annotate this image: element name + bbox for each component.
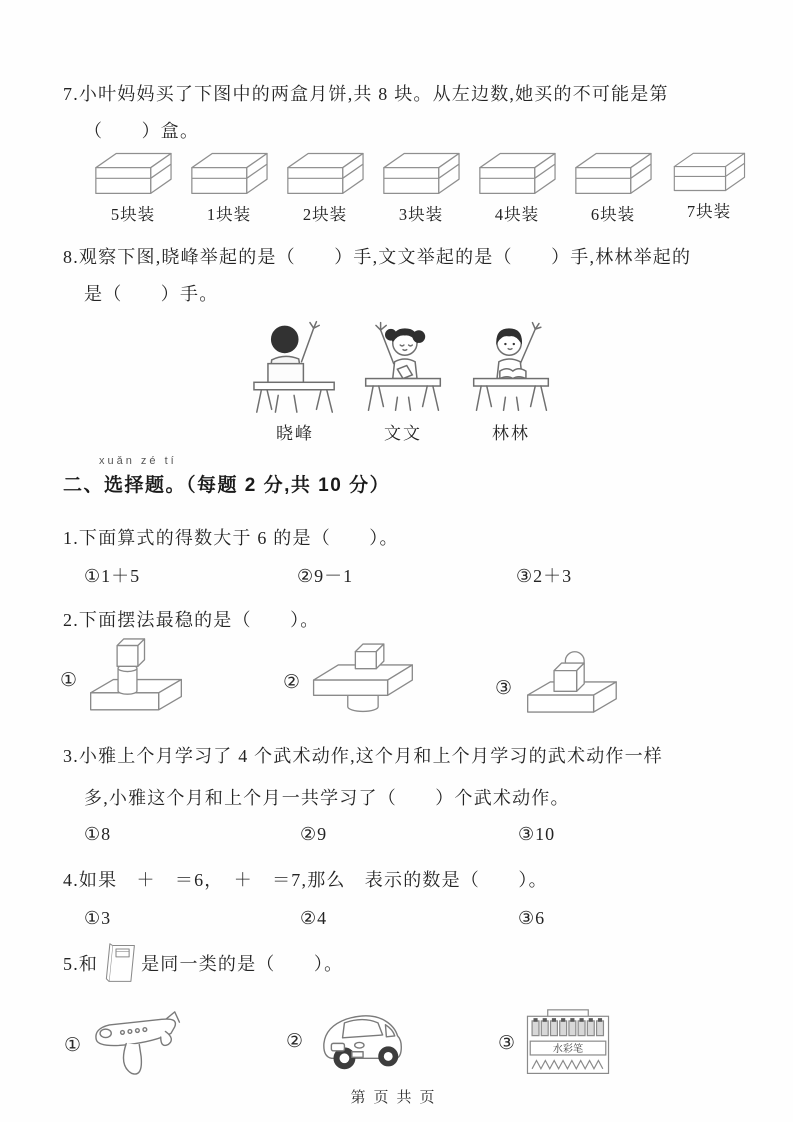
q5-option-figure-1 <box>64 1010 199 1080</box>
q5-text-prefix: 5.和 <box>63 954 99 974</box>
student-name-label: 晓峰 <box>276 424 314 443</box>
q4-text: 4.如果 ＋ ＝6， ＋ ＝7,那么 表示的数是（ ）。 <box>63 870 548 890</box>
mooncake-box-figure <box>568 150 658 225</box>
mooncake-box-icon <box>671 150 747 193</box>
mooncake-box-icon <box>380 150 462 196</box>
mooncake-box-icon <box>188 150 270 196</box>
paintbox-label: 水彩笔 <box>552 1043 584 1055</box>
box-capacity-label: 4块装 <box>494 205 540 224</box>
box-capacity-label: 3块装 <box>398 205 444 224</box>
q5-figure-label: ② <box>286 1031 304 1052</box>
mooncake-box-icon <box>572 150 654 196</box>
mooncake-box-figure <box>664 150 754 225</box>
student-wenwen-illustration <box>360 317 446 414</box>
q1-option-3: ③2＋3 <box>516 566 573 586</box>
cube-cylinder-cuboid-stack-illustration <box>83 638 189 723</box>
box-capacity-label: 6块装 <box>590 205 636 224</box>
mooncake-box-figure <box>472 150 562 225</box>
student-name-label: 文文 <box>384 424 422 443</box>
cube-cuboid-cylinder-stack-illustration <box>306 642 418 722</box>
students-row <box>252 317 554 444</box>
q3-option-3: ③10 <box>518 824 556 844</box>
mooncake-box-icon <box>476 150 558 196</box>
box-capacity-label: 2块装 <box>302 205 348 224</box>
q1-option-2: ②9－1 <box>297 566 354 586</box>
mooncake-box-icon <box>284 150 366 196</box>
student-xiaofeng-illustration <box>252 317 338 414</box>
airplane-illustration <box>87 1010 199 1080</box>
q4-option-1: ①3 <box>84 908 112 928</box>
q5-figure-label: ① <box>64 1034 82 1056</box>
q7-text-line1: 7.小叶妈妈买了下图中的两盒月饼,共 8 块。从左边数,她买的不可能是第 <box>63 84 669 104</box>
q1-text: 1.下面算式的得数大于 6 的是（ ）。 <box>63 528 399 548</box>
q2-figure-label: ① <box>60 670 78 691</box>
q3-text-line1: 3.小雅上个月学习了 4 个武术动作,这个月和上个月学习的武术动作一样 <box>63 746 663 766</box>
q1-option-1: ①1＋5 <box>84 566 141 586</box>
q2-figure-label: ③ <box>495 678 513 699</box>
mooncake-box-figure <box>184 150 274 225</box>
q3-text-line2: 多,小雅这个月和上个月一共学习了（ ）个武术动作。 <box>84 788 570 808</box>
q4-option-3: ③6 <box>518 908 546 928</box>
mooncake-box-figure <box>280 150 370 225</box>
q7-text-line2: （ ）盒。 <box>84 121 200 141</box>
page-footer: 第页共页 <box>350 1089 443 1106</box>
q2-figure-3 <box>495 648 624 729</box>
student-figure <box>468 317 554 444</box>
car-illustration <box>309 1004 419 1079</box>
box-capacity-label: 1块装 <box>206 205 252 224</box>
q3-option-2: ②9 <box>300 824 328 844</box>
notebook-icon <box>102 941 137 985</box>
q3-option-1: ①8 <box>84 824 112 844</box>
student-figure <box>252 317 338 444</box>
mooncake-boxes-row <box>88 150 754 225</box>
q4-option-2: ②4 <box>300 908 328 928</box>
q2-text: 2.下面摆法最稳的是（ ）。 <box>63 610 320 630</box>
section-heading: 二、选择题。（每题 2 分,共 10 分） <box>63 475 391 496</box>
q2-figure-label: ② <box>283 671 301 693</box>
student-figure <box>360 317 446 444</box>
student-linlin-illustration <box>468 317 554 414</box>
q5-option-figure-2 <box>286 1004 419 1079</box>
box-capacity-label: 5块装 <box>110 205 156 224</box>
q2-figure-2 <box>283 642 418 722</box>
mooncake-box-figure <box>376 150 466 225</box>
section-pinyin: xuǎn zé tí <box>99 455 177 467</box>
box-capacity-label: 7块装 <box>686 202 732 221</box>
q5-text-row <box>63 941 343 985</box>
q2-figure-1 <box>60 638 189 723</box>
student-name-label: 林林 <box>492 424 530 443</box>
q8-text-line2: 是（ ）手。 <box>84 284 219 304</box>
sphere-cube-cuboid-stack-illustration <box>518 648 624 729</box>
mooncake-box-icon <box>92 150 174 196</box>
paintbox-illustration <box>521 1008 615 1078</box>
q5-text-suffix: 是同一类的是（ ）。 <box>141 954 344 974</box>
mooncake-box-figure <box>88 150 178 225</box>
q8-text-line1: 8.观察下图,晓峰举起的是（ ）手,文文举起的是（ ）手,林林举起的 <box>63 247 692 267</box>
q5-figure-label: ③ <box>498 1032 516 1054</box>
q5-option-figure-3 <box>498 1008 615 1078</box>
